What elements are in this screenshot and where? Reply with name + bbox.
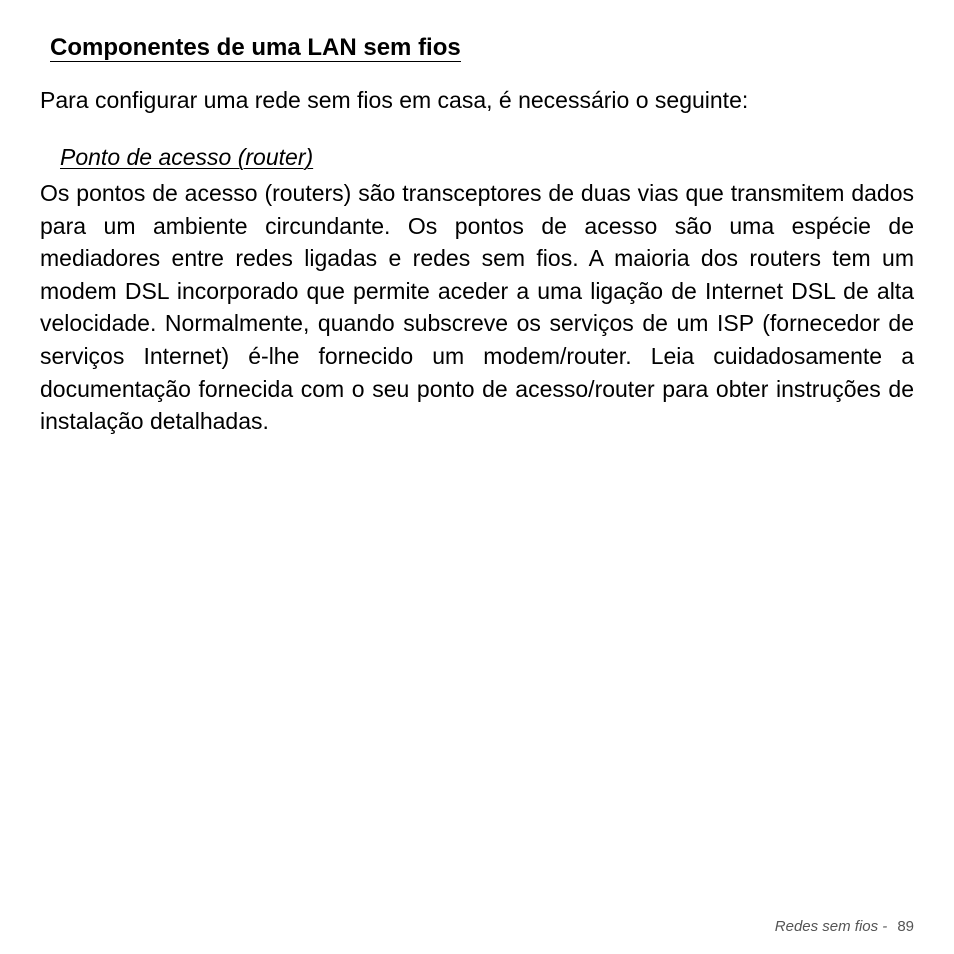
section-heading bbox=[50, 32, 461, 64]
intro-paragraph: Para configurar uma rede sem fios em casa, é necessário o seguinte: bbox=[40, 87, 749, 113]
page-number: 89 bbox=[897, 918, 914, 935]
footer-chapter-title: Redes sem fios - bbox=[774, 918, 888, 935]
body-paragraph: Os pontos de acesso (routers) são transceptores de duas vias que transmitem dados para um ambiente circundante. Os pontos de acesso são uma espécie de mediadores entre redes ligadas e redes sem fios. A maioria dos routers tem um modem DSL incorporado que permite aceder a uma ligação de Internet DSL de alta velocidade. Normalmente, quando subscreve os serviços de um ISP (fornecedor de serviços Internet) é-lhe fornecido um modem/router. Leia cuidadosamente a documentação fornecida com o seu ponto de acesso/router para obter instruções de instalação detalhadas. bbox=[40, 180, 914, 435]
subsection-heading: Ponto de acesso (router) bbox=[60, 144, 314, 170]
page-footer bbox=[775, 917, 914, 937]
section-heading-text: Componentes de uma LAN sem fios bbox=[50, 34, 461, 61]
